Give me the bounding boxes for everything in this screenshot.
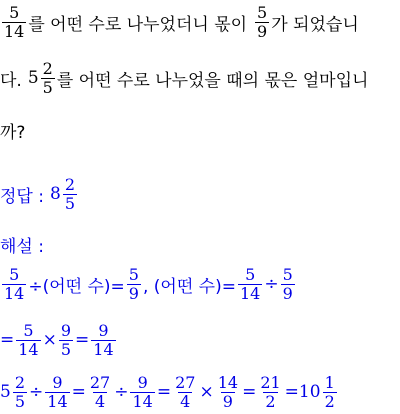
operator: = <box>0 330 15 350</box>
numerator: 9 <box>98 320 109 340</box>
fraction <box>323 372 337 411</box>
numerator: 5 <box>23 320 34 340</box>
fraction-5-14 <box>2 2 26 41</box>
numerator: 9 <box>60 320 72 340</box>
operator: = <box>156 382 172 402</box>
fraction-5-9 <box>255 2 269 41</box>
denominator: 9 <box>282 283 293 303</box>
denominator: 5 <box>60 339 72 359</box>
fraction <box>88 372 112 411</box>
expr-text: , (어떤 수)= <box>142 276 236 297</box>
denominator: 2 <box>265 391 276 411</box>
operator: ÷ <box>114 382 129 402</box>
operator: × <box>42 330 57 350</box>
fraction <box>258 372 282 411</box>
denominator: 5 <box>42 77 53 97</box>
numerator: 2 <box>14 372 26 392</box>
denominator: 14 <box>93 339 114 359</box>
numerator: 2 <box>42 58 53 78</box>
denominator: 14 <box>4 283 25 303</box>
fraction <box>59 320 73 359</box>
denominator: 4 <box>94 391 106 411</box>
fraction <box>91 320 115 359</box>
numerator: 2 <box>64 174 75 194</box>
denominator: 5 <box>64 193 75 213</box>
operator: ÷ <box>264 274 279 294</box>
explanation-line-2 <box>0 318 118 362</box>
operator: ÷ <box>29 382 44 402</box>
numerator: 9 <box>52 372 63 392</box>
fraction <box>216 372 240 411</box>
fraction <box>127 264 141 303</box>
fraction <box>130 372 154 411</box>
operator: × <box>199 382 214 402</box>
denominator: 14 <box>18 339 39 359</box>
denominator: 14 <box>47 391 68 411</box>
problem-line-1 <box>0 0 359 44</box>
problem-text-4: 를 어떤 수로 나누었을 때의 몫은 얼마입니 <box>56 70 369 91</box>
denominator: 9 <box>257 21 268 41</box>
problem-line-2 <box>0 56 368 100</box>
explanation-label-line <box>0 232 44 256</box>
numerator: 5 <box>245 264 256 284</box>
denominator: 9 <box>222 391 233 411</box>
answer-whole: 8 <box>49 184 61 204</box>
explanation-line-1 <box>0 262 297 306</box>
fraction <box>2 264 26 303</box>
numerator: 27 <box>89 372 111 392</box>
mixed-whole: 5 <box>27 68 39 88</box>
problem-text-1: 를 어떤 수로 나누었더니 몫이 <box>28 14 248 35</box>
explanation-label: 해설 : <box>0 236 44 257</box>
numerator: 14 <box>217 372 239 392</box>
numerator: 5 <box>257 2 268 22</box>
fraction <box>13 372 27 411</box>
problem-text-2: 가 되었습니 <box>271 14 359 35</box>
fraction <box>45 372 69 411</box>
expr-text: ÷(어떤 수)= <box>28 276 125 297</box>
numerator: 5 <box>9 264 20 284</box>
operator: = <box>284 382 299 402</box>
denominator: 4 <box>180 391 191 411</box>
fraction <box>238 264 262 303</box>
mixed-whole: 5 <box>0 382 11 402</box>
problem-text-5: 까? <box>0 122 26 143</box>
problem-text-3: 다. <box>0 70 22 91</box>
explanation-line-3 <box>0 370 339 414</box>
operator: = <box>75 330 90 350</box>
fraction <box>173 372 197 411</box>
denominator: 14 <box>239 283 261 303</box>
denominator: 9 <box>128 283 139 303</box>
fraction <box>16 320 40 359</box>
numerator: 9 <box>137 372 148 392</box>
answer-line <box>0 172 79 216</box>
operator: = <box>71 382 86 402</box>
problem-line-3 <box>0 118 25 142</box>
numerator: 5 <box>9 2 20 22</box>
fraction <box>281 264 295 303</box>
numerator: 27 <box>175 372 196 392</box>
denominator: 2 <box>324 391 335 411</box>
numerator: 21 <box>260 372 281 392</box>
operator: = <box>242 382 257 402</box>
denominator: 14 <box>4 21 25 41</box>
denominator: 5 <box>14 391 26 411</box>
numerator: 1 <box>324 372 335 392</box>
answer-fraction <box>63 174 77 213</box>
fraction-2-5 <box>41 58 55 97</box>
answer-label: 정답 : <box>0 186 44 207</box>
numerator: 5 <box>282 264 293 284</box>
mixed-whole: 10 <box>298 382 321 402</box>
numerator: 5 <box>128 264 139 284</box>
denominator: 14 <box>132 391 153 411</box>
